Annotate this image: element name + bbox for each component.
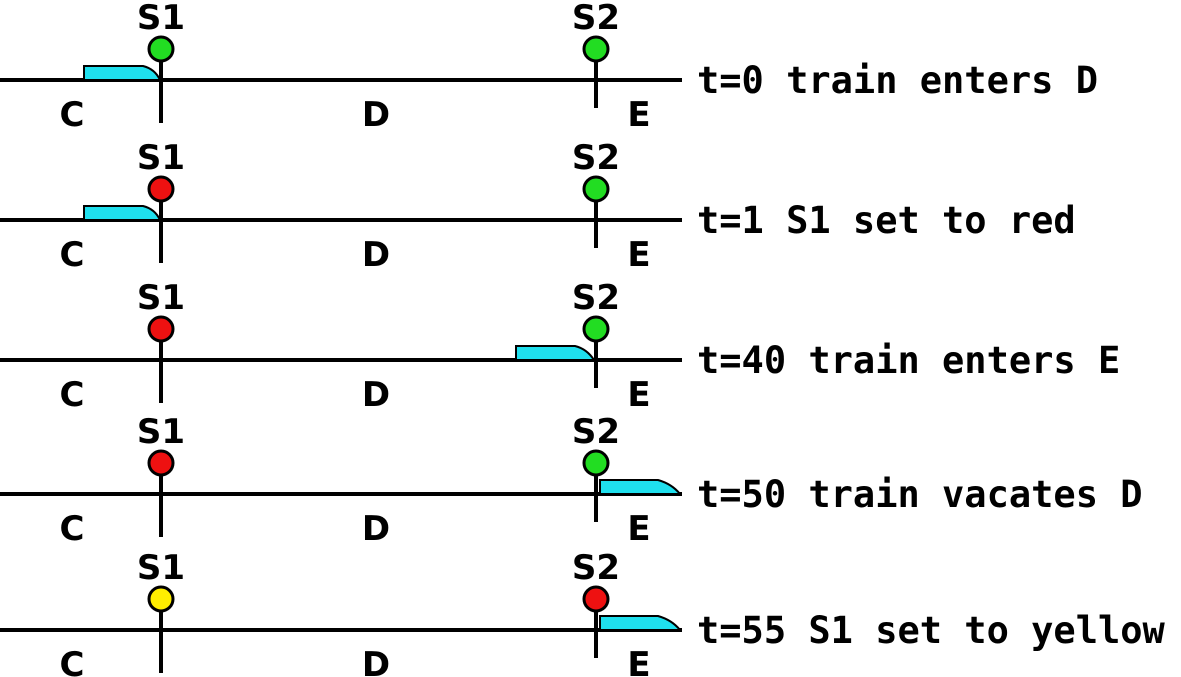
timeline-row (0, 278, 1120, 415)
section-d-label: D (361, 509, 391, 549)
section-c-label: C (59, 375, 85, 415)
signal-s2-lamp (584, 587, 608, 611)
timeline-row (0, 138, 1076, 275)
timeline-row (0, 548, 1166, 677)
signal-s1-lamp (149, 37, 173, 61)
row-caption: t=0 train enters D (697, 59, 1098, 102)
section-d-label: D (361, 645, 391, 677)
signal-s1-label: S1 (136, 278, 186, 318)
signal-s1-label: S1 (136, 548, 186, 588)
row-caption: t=50 train vacates D (697, 473, 1143, 516)
train (84, 206, 160, 220)
section-d-label: D (361, 375, 391, 415)
signal-s1-lamp (149, 317, 173, 341)
section-e-label: E (627, 645, 651, 677)
signal-s2-label: S2 (571, 138, 621, 178)
row-caption: t=55 S1 set to yellow (697, 609, 1165, 652)
signal-s1-label: S1 (136, 412, 186, 452)
row-caption: t=40 train enters E (697, 339, 1121, 382)
train (516, 346, 594, 360)
timeline-row (0, 0, 1098, 135)
signal-s1-lamp (149, 451, 173, 475)
signal-s1-label: S1 (136, 0, 186, 38)
signal-s2-lamp (584, 37, 608, 61)
timeline-row (0, 412, 1143, 549)
signal-s2-label: S2 (571, 0, 621, 38)
section-c-label: C (59, 645, 85, 677)
signal-s2-label: S2 (571, 412, 621, 452)
section-c-label: C (59, 509, 85, 549)
row-caption: t=1 S1 set to red (697, 199, 1076, 242)
signal-s2-lamp (584, 317, 608, 341)
train (600, 616, 680, 630)
train (600, 480, 680, 494)
signal-s2-lamp (584, 177, 608, 201)
section-c-label: C (59, 95, 85, 135)
signal-s2-label: S2 (571, 278, 621, 318)
signal-s1-lamp (149, 177, 173, 201)
section-e-label: E (627, 509, 651, 549)
section-c-label: C (59, 235, 85, 275)
section-e-label: E (627, 95, 651, 135)
section-e-label: E (627, 235, 651, 275)
signal-s2-lamp (584, 451, 608, 475)
signal-s1-lamp (149, 587, 173, 611)
signal-s2-label: S2 (571, 548, 621, 588)
section-d-label: D (361, 235, 391, 275)
train (84, 66, 160, 80)
section-e-label: E (627, 375, 651, 415)
signal-s1-label: S1 (136, 138, 186, 178)
section-d-label: D (361, 95, 391, 135)
